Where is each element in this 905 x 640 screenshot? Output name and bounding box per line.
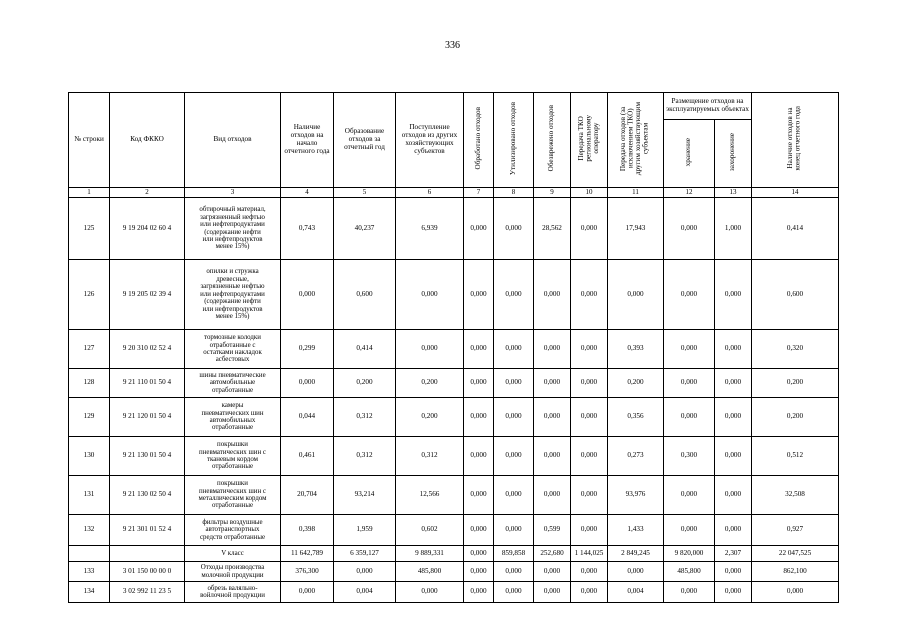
value-cell: 0,000 <box>464 260 494 330</box>
value-cell: 28,562 <box>534 198 571 260</box>
value-cell: 1,000 <box>715 198 752 260</box>
column-number: 13 <box>715 188 752 198</box>
value-cell: 0,000 <box>664 476 715 515</box>
value-cell: 0,000 <box>715 398 752 437</box>
value-cell: 0,600 <box>752 260 839 330</box>
waste-name-line: отработанные <box>211 502 254 510</box>
column-number: 12 <box>664 188 715 198</box>
waste-name-line: тормозные колодки <box>204 334 261 342</box>
value-cell: 0,312 <box>334 398 396 437</box>
value-cell: 0,000 <box>464 476 494 515</box>
value-cell: 0,000 <box>664 260 715 330</box>
value-cell: 0,000 <box>571 330 608 369</box>
value-cell: 0,000 <box>571 562 608 582</box>
value-cell: 0,000 <box>571 437 608 476</box>
value-cell: 0,414 <box>752 198 839 260</box>
column-number: 14 <box>752 188 839 198</box>
value-cell: 0,000 <box>494 476 534 515</box>
value-cell: 0,393 <box>608 330 664 369</box>
column-number-row <box>69 188 839 198</box>
value-cell: 0,000 <box>281 369 334 398</box>
value-cell: 0,200 <box>334 369 396 398</box>
column-number: 6 <box>396 188 464 198</box>
value-cell: 0,000 <box>715 369 752 398</box>
value-cell: 0,000 <box>494 437 534 476</box>
column-number: 3 <box>185 188 281 198</box>
waste-name-line: тканевым кордом <box>206 456 258 463</box>
fkko-code: 9 21 130 02 50 4 <box>110 476 185 515</box>
value-cell: 0,000 <box>281 582 334 603</box>
header-generated: Образование отходов за отчетный год <box>334 93 396 188</box>
value-cell: 0,200 <box>396 398 464 437</box>
value-cell: 252,680 <box>534 546 571 562</box>
header-at-start: Наличие отходов на начало отчетного года <box>281 93 334 188</box>
value-cell: 6 359,127 <box>334 546 396 562</box>
row-number <box>69 546 110 562</box>
waste-name-line: автомобильные <box>209 379 256 387</box>
value-cell: 0,000 <box>715 562 752 582</box>
fkko-code: 9 21 110 01 50 4 <box>110 369 185 398</box>
value-cell: 0,000 <box>608 562 664 582</box>
table-row <box>69 546 839 562</box>
waste-name <box>185 330 281 369</box>
value-cell: 0,200 <box>396 369 464 398</box>
header-storage: хранение <box>664 120 715 188</box>
value-cell: 2 849,245 <box>608 546 664 562</box>
value-cell: 0,320 <box>752 330 839 369</box>
table-row <box>69 437 839 476</box>
waste-name <box>185 437 281 476</box>
row-number: 130 <box>69 437 110 476</box>
value-cell: 0,000 <box>571 198 608 260</box>
waste-name-line: или нефтепродуктами <box>200 221 265 229</box>
row-number: 129 <box>69 398 110 437</box>
value-cell: 859,858 <box>494 546 534 562</box>
column-number: 7 <box>464 188 494 198</box>
column-number: 9 <box>534 188 571 198</box>
value-cell: 12,566 <box>396 476 464 515</box>
value-cell: 0,000 <box>534 398 571 437</box>
table-row <box>69 476 839 515</box>
waste-name-line: V класс <box>221 549 244 557</box>
column-number: 5 <box>334 188 396 198</box>
value-cell: 0,200 <box>752 398 839 437</box>
value-cell: 0,000 <box>534 330 571 369</box>
waste-name-line: отработанные с <box>209 341 256 349</box>
value-cell: 0,000 <box>571 476 608 515</box>
waste-name-line: автотранспортных <box>205 526 260 534</box>
table-row <box>69 398 839 437</box>
waste-name-line: пневматических шин с <box>199 448 266 456</box>
table-row <box>69 330 839 369</box>
value-cell: 0,000 <box>494 198 534 260</box>
value-cell: 0,000 <box>715 437 752 476</box>
column-number: 10 <box>571 188 608 198</box>
fkko-code: 9 19 205 02 39 4 <box>110 260 185 330</box>
value-cell: 0,000 <box>464 515 494 546</box>
waste-name-line: пневматических шин с <box>199 487 266 495</box>
value-cell: 0,273 <box>608 437 664 476</box>
value-cell: 0,414 <box>334 330 396 369</box>
value-cell: 1 144,025 <box>571 546 608 562</box>
value-cell: 0,000 <box>464 330 494 369</box>
value-cell: 0,312 <box>334 437 396 476</box>
waste-name-line: или нефтепродуктов <box>202 235 263 243</box>
value-cell: 0,512 <box>752 437 839 476</box>
value-cell: 0,356 <box>608 398 664 437</box>
waste-name-line: шины пневматические <box>199 371 266 379</box>
value-cell: 0,398 <box>281 515 334 546</box>
value-cell: 93,976 <box>608 476 664 515</box>
fkko-code <box>110 546 185 562</box>
value-cell: 0,000 <box>715 476 752 515</box>
value-cell: 0,000 <box>494 562 534 582</box>
value-cell: 0,000 <box>534 437 571 476</box>
value-cell: 485,800 <box>396 562 464 582</box>
value-cell: 0,927 <box>752 515 839 546</box>
value-cell: 0,000 <box>534 260 571 330</box>
value-cell: 0,000 <box>464 369 494 398</box>
value-cell: 32,508 <box>752 476 839 515</box>
row-number: 125 <box>69 198 110 260</box>
value-cell: 0,044 <box>281 398 334 437</box>
waste-name <box>185 562 281 582</box>
value-cell: 0,000 <box>534 476 571 515</box>
waste-name-line: обрезь валяльно- <box>207 584 258 592</box>
waste-report-table <box>68 92 839 603</box>
fkko-code: 9 20 310 02 52 4 <box>110 330 185 369</box>
value-cell: 0,000 <box>534 582 571 603</box>
waste-name <box>185 369 281 398</box>
row-number: 126 <box>69 260 110 330</box>
row-number: 133 <box>69 562 110 582</box>
value-cell: 0,000 <box>715 260 752 330</box>
value-cell: 0,312 <box>396 437 464 476</box>
value-cell: 0,000 <box>396 260 464 330</box>
waste-name <box>185 198 281 260</box>
waste-name <box>185 515 281 546</box>
row-number: 134 <box>69 582 110 603</box>
value-cell: 0,300 <box>664 437 715 476</box>
value-cell: 0,743 <box>281 198 334 260</box>
waste-name-line: менее 15%) <box>215 243 250 251</box>
value-cell: 0,000 <box>752 582 839 603</box>
value-cell: 0,000 <box>494 582 534 603</box>
header-to-operator: Передача ТКО региональному оператору <box>571 93 608 188</box>
value-cell: 0,600 <box>334 260 396 330</box>
header-waste-type: Вид отходов <box>185 93 281 188</box>
value-cell: 0,000 <box>534 562 571 582</box>
header-row <box>69 93 839 120</box>
value-cell: 0,000 <box>334 562 396 582</box>
value-cell: 11 642,789 <box>281 546 334 562</box>
value-cell: 0,000 <box>664 198 715 260</box>
value-cell: 0,000 <box>571 582 608 603</box>
waste-name-line: (содержание нефти <box>204 228 261 236</box>
value-cell: 9 889,331 <box>396 546 464 562</box>
value-cell: 0,000 <box>664 398 715 437</box>
waste-name-line: металлическим кордом <box>198 495 267 502</box>
waste-name-line: опилки и стружка <box>206 268 259 276</box>
value-cell: 0,004 <box>334 582 396 603</box>
waste-name-line: обтирочный материал, <box>199 206 266 214</box>
waste-name-line: Отходы производства <box>200 564 265 572</box>
table-row <box>69 582 839 603</box>
value-cell: 0,461 <box>281 437 334 476</box>
waste-name <box>185 546 281 562</box>
value-cell: 0,000 <box>464 198 494 260</box>
value-cell: 0,000 <box>494 398 534 437</box>
row-number: 131 <box>69 476 110 515</box>
value-cell: 0,004 <box>608 582 664 603</box>
waste-name-line: остатками накладок <box>203 349 262 356</box>
table-row <box>69 260 839 330</box>
value-cell: 0,000 <box>715 582 752 603</box>
value-cell: 9 820,000 <box>664 546 715 562</box>
value-cell: 40,237 <box>334 198 396 260</box>
column-number: 8 <box>494 188 534 198</box>
waste-name-line: древесные, <box>216 275 249 283</box>
waste-name-line: покрышки <box>217 480 248 488</box>
value-cell: 0,000 <box>664 515 715 546</box>
header-neutralized: Обезврежено отходов <box>534 93 571 188</box>
header-utilized: Утилизировано отходов <box>494 93 534 188</box>
value-cell: 0,000 <box>464 582 494 603</box>
row-number: 127 <box>69 330 110 369</box>
waste-name-line: или нефтепродуктов <box>202 305 263 313</box>
waste-name-line: загрязненный нефтью <box>200 213 265 221</box>
value-cell: 93,214 <box>334 476 396 515</box>
column-number: 4 <box>281 188 334 198</box>
header-processed: Обработано отходов <box>464 93 494 188</box>
value-cell: 6,939 <box>396 198 464 260</box>
column-number: 1 <box>69 188 110 198</box>
value-cell: 0,000 <box>571 398 608 437</box>
value-cell: 0,000 <box>464 562 494 582</box>
table-row <box>69 198 839 260</box>
waste-name-line: менее 15%) <box>215 313 250 321</box>
row-number: 132 <box>69 515 110 546</box>
header-at-end: Наличие отходов на конец отчетного года <box>752 93 839 188</box>
waste-name-line: войлочной продукции <box>200 592 265 599</box>
value-cell: 862,100 <box>752 562 839 582</box>
value-cell: 376,300 <box>281 562 334 582</box>
waste-name-line: асбестовых <box>215 356 250 364</box>
value-cell: 0,200 <box>752 369 839 398</box>
value-cell: 485,800 <box>664 562 715 582</box>
value-cell: 0,000 <box>571 260 608 330</box>
row-number: 128 <box>69 369 110 398</box>
waste-name-line: молочной продукции <box>201 571 264 579</box>
waste-name-line: средств отработанные <box>199 533 266 541</box>
waste-name-line: отработанные <box>211 386 254 394</box>
header-code: Код ФККО <box>110 93 185 188</box>
value-cell: 17,943 <box>608 198 664 260</box>
waste-name-line: отработанные <box>211 463 254 471</box>
header-to-others: Передача отходов (за исключением ТКО) другим хозяйствующим субъектам <box>608 93 664 188</box>
waste-name <box>185 398 281 437</box>
value-cell: 20,704 <box>281 476 334 515</box>
value-cell: 2,307 <box>715 546 752 562</box>
waste-name-line: отработанные <box>211 424 254 432</box>
value-cell: 0,000 <box>664 369 715 398</box>
value-cell: 0,200 <box>608 369 664 398</box>
waste-name-line: пневматических шин <box>201 409 264 417</box>
value-cell: 0,000 <box>534 369 571 398</box>
column-number: 11 <box>608 188 664 198</box>
value-cell: 0,000 <box>396 330 464 369</box>
waste-name-line: фильтры воздушные <box>202 518 263 526</box>
value-cell: 0,000 <box>494 369 534 398</box>
value-cell: 0,000 <box>464 546 494 562</box>
fkko-code: 3 01 150 00 00 0 <box>110 562 185 582</box>
waste-name-line: или нефтепродуктами <box>200 290 265 298</box>
table-row <box>69 562 839 582</box>
value-cell: 0,299 <box>281 330 334 369</box>
header-row-no: № строки <box>69 93 110 188</box>
header-received: Поступление отходов из других хозяйствующих субъектов <box>396 93 464 188</box>
value-cell: 1,959 <box>334 515 396 546</box>
column-number: 2 <box>110 188 185 198</box>
waste-name-line: камеры <box>221 402 244 410</box>
value-cell: 0,000 <box>664 582 715 603</box>
waste-name-line: (содержание нефти <box>204 298 261 306</box>
value-cell: 0,000 <box>494 260 534 330</box>
value-cell: 0,599 <box>534 515 571 546</box>
waste-name-line: автомобильных <box>209 417 256 424</box>
waste-name-line: загрязненные нефтью <box>200 283 265 291</box>
value-cell: 0,000 <box>464 398 494 437</box>
value-cell: 0,000 <box>464 437 494 476</box>
header-placement-group: Размещение отходов на эксплуатируемых объектах <box>664 93 752 120</box>
value-cell: 0,000 <box>494 330 534 369</box>
waste-name <box>185 582 281 603</box>
value-cell: 0,000 <box>396 582 464 603</box>
header-burial: захоронение <box>715 120 752 188</box>
table-row <box>69 515 839 546</box>
value-cell: 0,000 <box>664 330 715 369</box>
page-number: 336 <box>445 40 460 51</box>
fkko-code: 9 21 130 01 50 4 <box>110 437 185 476</box>
value-cell: 0,000 <box>571 369 608 398</box>
fkko-code: 9 21 120 01 50 4 <box>110 398 185 437</box>
waste-name <box>185 476 281 515</box>
value-cell: 0,000 <box>608 260 664 330</box>
fkko-code: 9 19 204 02 60 4 <box>110 198 185 260</box>
fkko-code: 3 02 992 11 23 5 <box>110 582 185 603</box>
value-cell: 0,602 <box>396 515 464 546</box>
value-cell: 0,000 <box>494 515 534 546</box>
table-row <box>69 369 839 398</box>
value-cell: 0,000 <box>571 515 608 546</box>
fkko-code: 9 21 301 01 52 4 <box>110 515 185 546</box>
value-cell: 22 047,525 <box>752 546 839 562</box>
value-cell: 1,433 <box>608 515 664 546</box>
waste-name-line: покрышки <box>217 441 248 449</box>
value-cell: 0,000 <box>281 260 334 330</box>
value-cell: 0,000 <box>715 515 752 546</box>
waste-name <box>185 260 281 330</box>
value-cell: 0,000 <box>715 330 752 369</box>
